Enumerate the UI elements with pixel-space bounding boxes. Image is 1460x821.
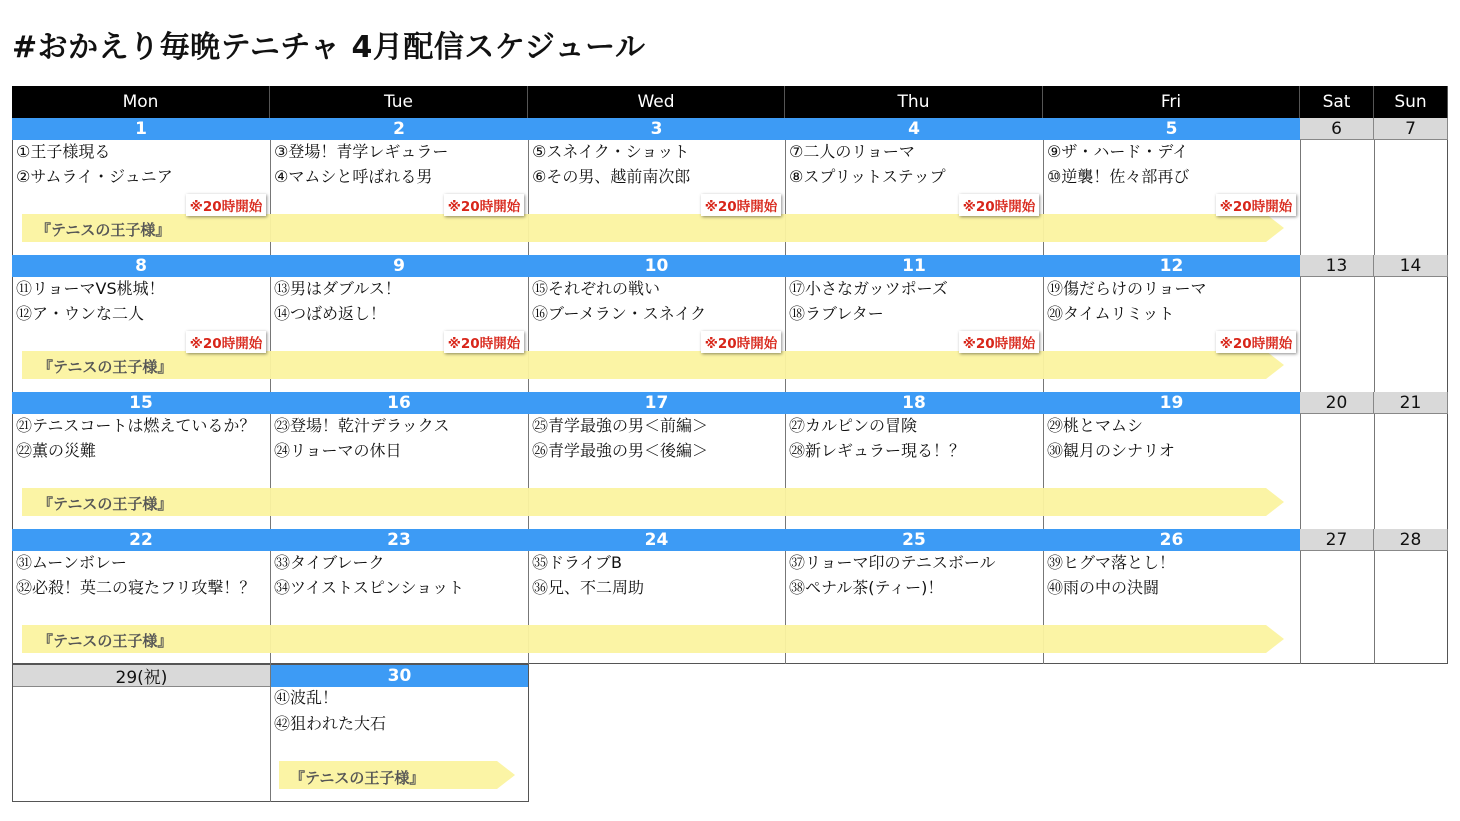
episode-title: ㉛ムーンボレー	[16, 553, 127, 572]
weekday-header-tue: Tue	[270, 86, 528, 118]
weekday-header-thu: Thu	[785, 86, 1043, 118]
episode-title: ㉕青学最強の男＜前編＞	[532, 416, 709, 435]
start-time-badge: ※20時開始	[959, 194, 1039, 216]
day-number: 27	[1300, 529, 1374, 551]
day-number: 20	[1300, 392, 1374, 414]
day-number: 26	[1043, 529, 1300, 551]
episode-title: ㊳ペナル茶(ティー)！	[789, 578, 944, 597]
episode-title: ⑱ラブレター	[789, 304, 884, 323]
episode-title: ⑧スプリットステップ	[789, 167, 946, 186]
broadcast-band	[22, 625, 1284, 653]
day-number: 18	[785, 392, 1043, 414]
day-number: 4	[785, 118, 1043, 140]
episode-title: ⑩逆襲！佐々部再び	[1047, 167, 1190, 186]
episode-title: ㉚観月のシナリオ	[1047, 441, 1175, 460]
day-number: 17	[528, 392, 785, 414]
day-number: 11	[785, 255, 1043, 277]
episode-title: ⑫ア・ウンな二人	[16, 304, 145, 323]
column-divider	[270, 118, 271, 664]
column-divider	[785, 118, 786, 664]
broadcast-band	[22, 214, 1284, 242]
column-divider	[1300, 118, 1301, 664]
episode-title: ⑭つばめ返し！	[274, 304, 387, 323]
day-number: 3	[528, 118, 785, 140]
episode-title: ㉖青学最強の男＜後編＞	[532, 441, 709, 460]
band-label: 『テニスの王子様』	[38, 495, 173, 513]
day-number: 8	[12, 255, 270, 277]
day-number: 28	[1374, 529, 1448, 551]
episode-title: ⑰小さなガッツポーズ	[789, 279, 948, 298]
day-number: 24	[528, 529, 785, 551]
start-time-badge: ※20時開始	[959, 331, 1039, 353]
day-number: 23	[270, 529, 528, 551]
episode-title: ⑳タイムリミット	[1047, 304, 1175, 323]
episode-title: ④マムシと呼ばれる男	[274, 167, 433, 186]
episode-title: ㉞ツイストスピンショット	[274, 578, 465, 597]
episode-title: ㉜必殺！英二の寝たフリ攻撃！？	[16, 578, 256, 597]
weekday-header-sun: Sun	[1374, 86, 1448, 118]
day-number: 1	[12, 118, 270, 140]
day-number: 5	[1043, 118, 1300, 140]
episode-title: ②サムライ・ジュニア	[16, 167, 173, 186]
day-number: 7	[1374, 118, 1448, 140]
start-time-badge: ※20時開始	[1216, 331, 1296, 353]
episode-title: ㊶波乱！	[274, 688, 339, 707]
day-number: 9	[270, 255, 528, 277]
start-time-badge: ※20時開始	[186, 194, 266, 216]
day-number: 19	[1043, 392, 1300, 414]
episode-title: ㉙桃とマムシ	[1047, 416, 1144, 435]
weekday-header-sat: Sat	[1300, 86, 1374, 118]
episode-title: ㊱兄、不二周助	[532, 578, 645, 597]
episode-title: ⑦二人のリョーマ	[789, 142, 915, 161]
episode-title: ⑬男はダブルス！	[274, 279, 401, 298]
weekday-header-fri: Fri	[1043, 86, 1300, 118]
episode-title: ⑲傷だらけのリョーマ	[1047, 279, 1207, 298]
day-number: 30	[271, 665, 528, 687]
band-label: 『テニスの王子様』	[290, 769, 425, 787]
episode-title: ㉓登場！乾汁デラックス	[274, 416, 450, 435]
episode-title: ㉘新レギュラー現る！？	[789, 441, 966, 460]
episode-title: ⑨ザ・ハード・デイ	[1047, 142, 1189, 161]
start-time-badge: ※20時開始	[444, 331, 524, 353]
episode-title: ㉑テニスコートは燃えているか？	[16, 416, 256, 435]
day-number: 6	[1300, 118, 1374, 140]
episode-title: ㊷狙われた大石	[274, 714, 387, 733]
episode-title: ㊲リョーマ印のテニスボール	[789, 553, 996, 572]
episode-title: ㉗カルピンの冒険	[789, 416, 918, 435]
episode-title: ㊴ヒグマ落とし！	[1047, 553, 1176, 572]
start-time-badge: ※20時開始	[701, 331, 781, 353]
broadcast-band	[22, 351, 1284, 379]
episode-title: ⑮それぞれの戦い	[532, 279, 661, 298]
day-number: 16	[270, 392, 528, 414]
start-time-badge: ※20時開始	[701, 194, 781, 216]
episode-title: ㉒薫の災難	[16, 441, 97, 460]
start-time-badge: ※20時開始	[444, 194, 524, 216]
day-number: 29(祝)	[13, 665, 270, 687]
episode-title: ⑤スネイク・ショット	[532, 142, 690, 161]
episode-title: ㉔リョーマの休日	[274, 441, 402, 460]
day-number: 13	[1300, 255, 1374, 277]
day-number: 21	[1374, 392, 1448, 414]
page-title: #おかえり毎晩テニチャ 4月配信スケジュール	[12, 30, 646, 65]
day-number: 15	[12, 392, 270, 414]
day-number: 2	[270, 118, 528, 140]
day-number: 25	[785, 529, 1043, 551]
day-number: 14	[1374, 255, 1448, 277]
episode-title: ③登場！青学レギュラー	[274, 142, 449, 161]
column-divider	[1043, 118, 1044, 664]
episode-title: ⑥その男、越前南次郎	[532, 167, 691, 186]
day-number: 10	[528, 255, 785, 277]
start-time-badge: ※20時開始	[186, 331, 266, 353]
episode-title: ①王子様現る	[16, 142, 111, 161]
day-number: 22	[12, 529, 270, 551]
column-divider	[1374, 118, 1375, 664]
weekday-header-wed: Wed	[528, 86, 785, 118]
episode-title: ⑪リョーマVS桃城！	[16, 279, 165, 298]
weekday-header-mon: Mon	[12, 86, 270, 118]
column-divider	[528, 118, 529, 664]
band-label: 『テニスの王子様』	[38, 632, 173, 650]
episode-title: ㉟ドライブB	[532, 553, 623, 572]
episode-title: ㉝タイブレーク	[274, 553, 385, 572]
start-time-badge: ※20時開始	[1216, 194, 1296, 216]
episode-title: ⑯ブーメラン・スネイク	[532, 304, 707, 323]
band-label: 『テニスの王子様』	[38, 358, 173, 376]
broadcast-band	[22, 488, 1284, 516]
band-label: 『テニスの王子様』	[36, 221, 171, 239]
day-number: 12	[1043, 255, 1300, 277]
episode-title: ㊵雨の中の決闘	[1047, 578, 1160, 597]
